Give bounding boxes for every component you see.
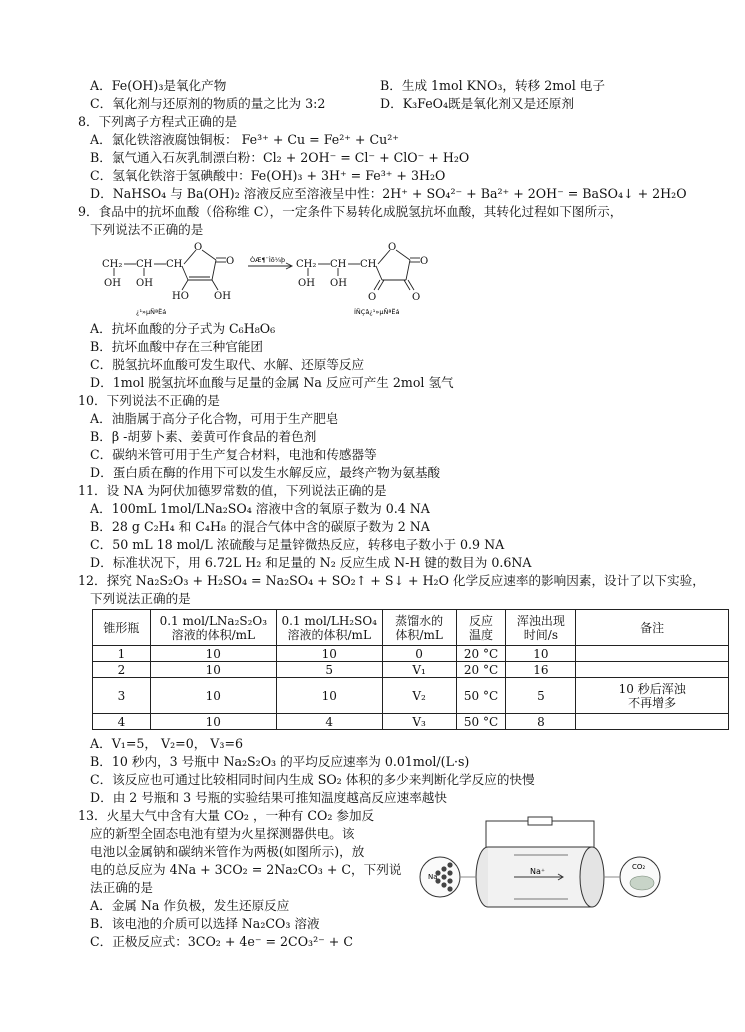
q11-option-a: A．100mL 1mol/LNa₂SO₄ 溶液中含的氧原子数为 0.4 NA <box>90 501 430 516</box>
arrow-label: ÒÆ¶¨Ìõ¼þ <box>250 256 286 264</box>
q12-option-a: A．V₁=5， V₂=0， V₃=6 <box>90 736 244 751</box>
table-cell: 10 <box>150 714 276 730</box>
q13-stem-4: 电的总反应为 4Na + 3CO₂ = 2Na₂CO₃ + C，下列说 <box>90 862 402 877</box>
header-remarks: 备注 <box>576 610 729 646</box>
svg-text:O: O <box>226 256 235 267</box>
table-cell: 5 <box>276 662 382 678</box>
header-na2s2o3-volume: 0.1 mol/LNa₂S₂O₃ 溶液的体积/mL <box>150 610 276 646</box>
q9-stem-1: 9．食品中的抗坏血酸（俗称维 C），一定条件下易转化成脱氢抗坏血酸，其转化过程如下图所示， <box>78 204 623 219</box>
q8-option-c: C．氢氧化铁溶于氢碘酸中：Fe(OH)₃ + 3H⁺ = Fe³⁺ + 3H₂O <box>90 168 446 183</box>
q11-option-b: B．28 g C₂H₄ 和 C₄H₈ 的混合气体中含的碳原子数为 2 NA <box>90 519 430 534</box>
q13-option-b: B．该电池的介质可以选择 Na₂CO₃ 溶液 <box>90 916 320 931</box>
svg-text:O: O <box>420 256 429 267</box>
q12-option-c: C．该反应也可通过比较相同时间内生成 SO₂ 体积的多少来判断化学反应的快慢 <box>90 772 535 787</box>
svg-text:CH₂: CH₂ <box>102 259 123 270</box>
q8-option-d: D．NaHSO₄ 与 Ba(OH)₂ 溶液反应至溶液呈中性：2H⁺ + SO₄²⁻ + Ba²⁺ + 2OH⁻ = BaSO₄↓ + 2H₂O <box>90 186 687 201</box>
table-cell: 10 <box>276 646 382 662</box>
table-cell: 20 °C <box>456 662 506 678</box>
q10-option-c: C．碳纳米管可用于生产复合材料，电池和传感器等 <box>90 447 377 462</box>
svg-text:CH: CH <box>166 259 183 270</box>
q9-option-c: C．脱氢抗坏血酸可发生取代、水解、还原等反应 <box>90 357 365 372</box>
q13-stem-3: 电池以金属钠和碳纳米管作为两极(如图所示)，放 <box>90 844 365 859</box>
battery-diagram <box>418 815 663 933</box>
q12-option-b: B．10 秒内，3 号瓶中 Na₂S₂O₃ 的平均反应速率为 0.01mol/(L·s) <box>90 754 470 769</box>
table-cell: 4 <box>276 714 382 730</box>
q8-option-a: A．氯化铁溶液腐蚀铜板： Fe³⁺ + Cu = Fe²⁺ + Cu²⁺ <box>90 132 399 147</box>
table-cell: 50 °C <box>456 678 506 714</box>
q10-option-a: A．油脂属于高分子化合物，可用于生产肥皂 <box>90 411 339 426</box>
table-cell: 1 <box>93 646 151 662</box>
svg-text:O: O <box>194 242 203 253</box>
table-row <box>93 714 729 730</box>
table-cell: 8 <box>506 714 576 730</box>
header-water-volume: 蒸馏水的 体积/mL <box>382 610 456 646</box>
q9-option-a: A．抗坏血酸的分子式为 C₆H₈O₆ <box>90 321 276 336</box>
table-cell: 5 <box>506 678 576 714</box>
svg-text:O: O <box>368 292 377 303</box>
table-cell: 3 <box>93 678 151 714</box>
table-row <box>93 646 729 662</box>
q12-option-d: D．由 2 号瓶和 3 号瓶的实验结果可推知温度越高反应速率越快 <box>90 790 447 805</box>
vitamin-c-conversion-diagram <box>96 236 436 318</box>
q9-option-b: B．抗坏血酸中存在三种官能团 <box>90 339 263 354</box>
q13-stem-1: 13．火星大气中含有大量 CO₂ ，一种有 CO₂ 参加反 <box>78 808 375 823</box>
q13-stem-2: 应的新型全固态电池有望为火星探测器供电。该 <box>90 826 355 841</box>
svg-text:OH: OH <box>298 278 315 289</box>
q11-option-d: D．标准状况下，用 6.72L H₂ 和足量的 N₂ 反应生成 N-H 键的数目为 0.6NA <box>90 555 532 570</box>
table-cell: 10 <box>506 646 576 662</box>
q13-option-c: C．正极反应式：3CO₂ + 4e⁻ = 2CO₃²⁻ + C <box>90 934 353 949</box>
svg-text:CH: CH <box>330 259 347 270</box>
table-cell <box>576 662 729 678</box>
table-cell: 4 <box>93 714 151 730</box>
q13-option-a: A．金属 Na 作负极，发生还原反应 <box>90 898 290 913</box>
q7-option-d: D．K₃FeO₄既是氧化剂又是还原剂 <box>380 96 574 111</box>
svg-text:OH: OH <box>104 278 121 289</box>
table-cell-remark: 10 秒后浑浊 不再增多 <box>576 678 729 714</box>
q7-option-b: B．生成 1mol KNO₃，转移 2mol 电子 <box>380 78 605 93</box>
svg-text:O: O <box>388 242 397 253</box>
q11-option-c: C．50 mL 18 mol/L 浓硫酸与足量锌微热反应，转移电子数小于 0.9 NA <box>90 537 505 552</box>
table-cell: V₃ <box>382 714 456 730</box>
q12-stem-1: 12．探究 Na₂S₂O₃ + H₂SO₄ = Na₂SO₄ + SO₂↑ + S↓ + H₂O 化学反应速率的影响因素，设计了以下实验， <box>78 573 705 588</box>
table-cell: 16 <box>506 662 576 678</box>
q13-stem-5: 法正确的是 <box>90 880 153 895</box>
q12-stem-2: 下列说法正确的是 <box>90 591 191 606</box>
svg-text:CH: CH <box>360 259 377 270</box>
table-cell: 20 °C <box>456 646 506 662</box>
svg-text:HO: HO <box>172 291 189 302</box>
svg-text:OH: OH <box>330 278 347 289</box>
q10-option-d: D．蛋白质在酶的作用下可以发生水解反应，最终产物为氨基酸 <box>90 465 441 480</box>
q10-stem: 10．下列说法不正确的是 <box>78 393 220 408</box>
svg-text:OH: OH <box>214 291 231 302</box>
sodium-label: Na <box>428 873 438 881</box>
svg-text:OH: OH <box>136 278 153 289</box>
table-row <box>93 678 729 714</box>
table-cell <box>576 714 729 730</box>
table-cell <box>576 646 729 662</box>
experiment-table <box>92 609 729 730</box>
table-cell: 10 <box>150 678 276 714</box>
q7-option-a: A．Fe(OH)₃是氧化产物 <box>90 78 227 93</box>
ascorbic-acid-label: ¿¹»µÑªËá <box>136 308 167 316</box>
header-turbidity-time: 浑浊出现 时间/s <box>506 610 576 646</box>
sodium-ion-label: Na⁺ <box>530 867 546 876</box>
svg-text:CH: CH <box>136 259 153 270</box>
table-cell: V₂ <box>382 678 456 714</box>
q9-option-d: D．1mol 脱氢抗坏血酸与足量的金属 Na 反应可产生 2mol 氢气 <box>90 375 454 390</box>
q9-stem-2: 下列说法不正确的是 <box>90 222 204 237</box>
table-cell: 10 <box>150 646 276 662</box>
q8-option-b: B．氯气通入石灰乳制漂白粉：Cl₂ + 2OH⁻ = Cl⁻ + ClO⁻ + H₂O <box>90 150 470 165</box>
q11-stem: 11．设 NA 为阿伏加德罗常数的值，下列说法正确的是 <box>78 483 387 498</box>
header-h2so4-volume: 0.1 mol/LH₂SO₄ 溶液的体积/mL <box>276 610 382 646</box>
header-temperature: 反应 温度 <box>456 610 506 646</box>
table-cell: 0 <box>382 646 456 662</box>
table-row <box>93 662 729 678</box>
q8-stem: 8．下列离子方程式正确的是 <box>78 114 238 129</box>
q7-option-c: C．氧化剂与还原剂的物质的量之比为 3:2 <box>90 96 326 111</box>
table-cell: 10 <box>276 678 382 714</box>
table-cell: 10 <box>150 662 276 678</box>
svg-text:CH₂: CH₂ <box>296 259 317 270</box>
table-cell: 2 <box>93 662 151 678</box>
svg-text:O: O <box>412 292 421 303</box>
table-cell: V₁ <box>382 662 456 678</box>
q10-option-b: B．β -胡萝卜素、姜黄可作食品的着色剂 <box>90 429 317 444</box>
co2-label: CO₂ <box>632 863 646 871</box>
dehydroascorbic-acid-label: ÍÑÇâ¿¹»µÑªËá <box>354 308 400 316</box>
table-cell: 50 °C <box>456 714 506 730</box>
header-flask: 锥形瓶 <box>93 610 151 646</box>
